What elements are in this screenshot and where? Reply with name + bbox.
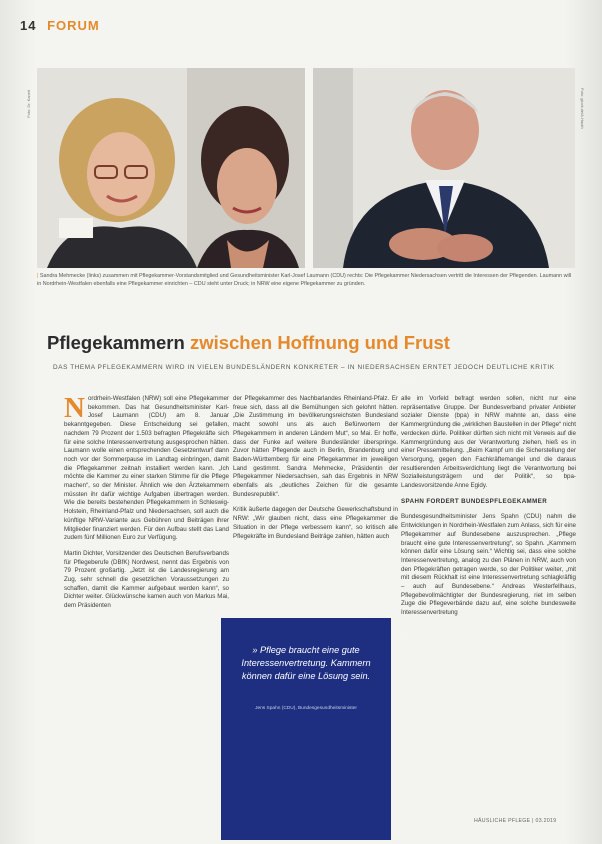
paragraph [64,392,229,543]
paragraph: der Pflegekammer des Nachbarlandes Rheinland-Pfalz. Er freue sich, dass all die Bemühungen sich gelohnt hätten. „Die Zustimmung im bevölkerungsreichsten Bundesland macht sowohl uns als auch Befürwortern der Pflegekammern in anderen Ländern Mut“, so Mai. Er hoffe, dass der Funke auf weitere Bundesländer überspringe. Zuvor hätten Pflegende auch in Berlin, Brandenburg und Baden-Württemberg für eine Pflegekammer im jeweiligen Land gestimmt. Sandra Mehmecke, Präsidentin der Pflegekammer Niedersachsen, sah das Ergebnis in NRW ebenfalls als „deutliches Zeichen für die gesamte Bundesrepublik“. [233,395,398,498]
pull-quote-box [221,618,391,840]
paragraph-text: ordrhein-Westfalen (NRW) soll eine Pflegekammer bekommen. Das hat Gesundheitsminister Karl-Josef Laumann (CDU) am 8. Januar bekanntgegeben. Diese Entscheidung sei gefallen, nachdem 79 Prozent der 1.503 befragten Pflegekräfte sich für eine solche Interessenvertretung ausgesprochen hätten. Laumann wolle einen entsprechenden Gesetzentwurf dann noch vor der Sommerpause im Landtag einbringen, damit die Pflegekammer zeitnah installiert werden kann. „Ich möchte die Kammer zu einer starken Stimme für die Pflege machen“, so der Minister. Ähnlich wie den Ärztekammern müssten ihr dafür wichtige Aufgaben übertragen werden. Wie die bereits bestehenden Pflegekammern in Schleswig-Holstein, Rheinland-Pfalz und Niedersachsen, soll auch die künftige NRW-Variante aus Gebühren und Beiträgen ihrer Mitglieder finanziert werden. Für den Aufbau stellt das Land zudem fünf Millionen Euro zur Verfügung. [64,395,229,542]
photo-minister [313,68,575,268]
title-plain: Pflegekammern [47,332,185,354]
paragraph: Bundesgesundheitsminister Jens Spahn (CDU) nahm die Entwicklungen in Nordrhein-Westfalen zum Anlass, sich für eine Pflegekammer auf Bundesebene auszusprechen. „Pflege braucht eine gute Interessenvertretung“, so Spahn. „Kammern können dafür eine Lösung sein.“ Wichtig sei, dass eine solche Interessenvertretung, analog zu den Plänen in NRW, auch von den Pflegekräften getragen werde, so der Politiker weiter, „mit mit diesem Rückhalt ist eine Interessenvertretung schlagkräftig – auch auf Bundesebene.“ Andreas Westerfellhaus, Pflegebevollmächtigter der Bundesregierung, riet im selben Zuge die Pflegeverbände dazu auf, eine solche bundesweite Interessenvertretung [401,513,576,617]
right-photo-credit: Foto: glock.de/A.Hauth [580,88,585,129]
title-highlight: zwischen Hoffnung und Frust [189,332,450,354]
text-column-1 [64,392,229,618]
paragraph: Kritik äußerte dagegen der Deutsche Gewerkschaftsbund in NRW: „Wir glauben nicht, dass eine Pflegekammer die Situation in der Pflege verbessern kann“, so kritisch alle Pflegekräfte im Bundesland Beiträge zahlen, hätten auch [233,506,398,540]
page-header [20,18,100,33]
pull-quote-source: Jens Spahn (CDU), Bundesgesundheitsminister [255,706,357,711]
section-label: FORUM [47,18,100,33]
left-photo-credit: Foto: Dr. Kanelt [26,90,31,118]
article-title [47,332,450,354]
page-number: 14 [20,18,37,33]
paragraph: Martin Dichter, Vorsitzender des Deutschen Berufsverbands für Pflegeberufe (DBfK) Nordwest, nennt das Ergebnis von 79 Prozent großartig. „Jetzt ist die Landesregierung am Zug, sehr schnell die gesetzlichen Voraussetzungen zu schaffen, damit die Kammer aufgebaut werden kann“, so Dichter weiter. Glückwünsche kamen auch von Markus Mai, dem Präsidenten [64,549,229,610]
pull-quote-text: » Pflege braucht eine gute Interessenvertretung. Kammern können dafür eine Lösung sein. [241,645,371,681]
minister-image [313,68,575,268]
text-column-2 [233,395,398,548]
photo-two-women [37,68,305,268]
column-subheading: SPAHN FORDERT BUNDESPFLEGEKAMMER [401,497,548,505]
text-column-3 [401,395,576,625]
two-women-image [37,68,305,268]
photo-caption: | Sandra Mehmecke (links) zusammen mit Pflegekammer-Vorstandsmitglied und Gesundheitsminister Karl-Josef Laumann (CDU) rechts: Die Pflegekammer Niedersachsen vertritt die Interessen der Pflegenden. Laumann will in Nordrhein-Westfalen ebenfalls eine Pflegekammer einrichten – CDU steht unter Druck; in NRW eine eigene Pflegekammer zu gründen. [37,273,572,287]
page-footer: HÄUSLICHE PFLEGE | 03.2019 [474,818,557,824]
paragraph: alle im Vorfeld befragt werden sollen, nicht nur eine repräsentative Gruppe. Der Bundesverband privater Anbieter sozialer Dienste (bpa) in NRW mahnte an, dass eine Kammergründung die „wirklichen Baustellen in der Pflege“ nicht verdecken dürfe. Politiker dürften sich nicht mit Verweis auf die Kammergründung aus der Verantwortung ziehen, hieß es in einer Pressemitteilung. „Beim Kampf um die Sicherstellung der Versorgung, gegen den Fachkräftemangel und die daraus resultierenden Arbeitsverdichtung liegt die Verantwortung bei Sozialleistungsträgern und der Politik“, so bpa-Landesvorsitzende Anne Egidy. [401,395,576,490]
drop-cap: N [64,392,85,424]
article-subtitle: DAS THEMA PFLEGEKAMMERN WIRD IN VIELEN BUNDESLÄNDERN KONKRETER – IN NIEDERSACHSEN ERNTET JEDOCH DEUTLICHE KRITIK [53,364,555,371]
